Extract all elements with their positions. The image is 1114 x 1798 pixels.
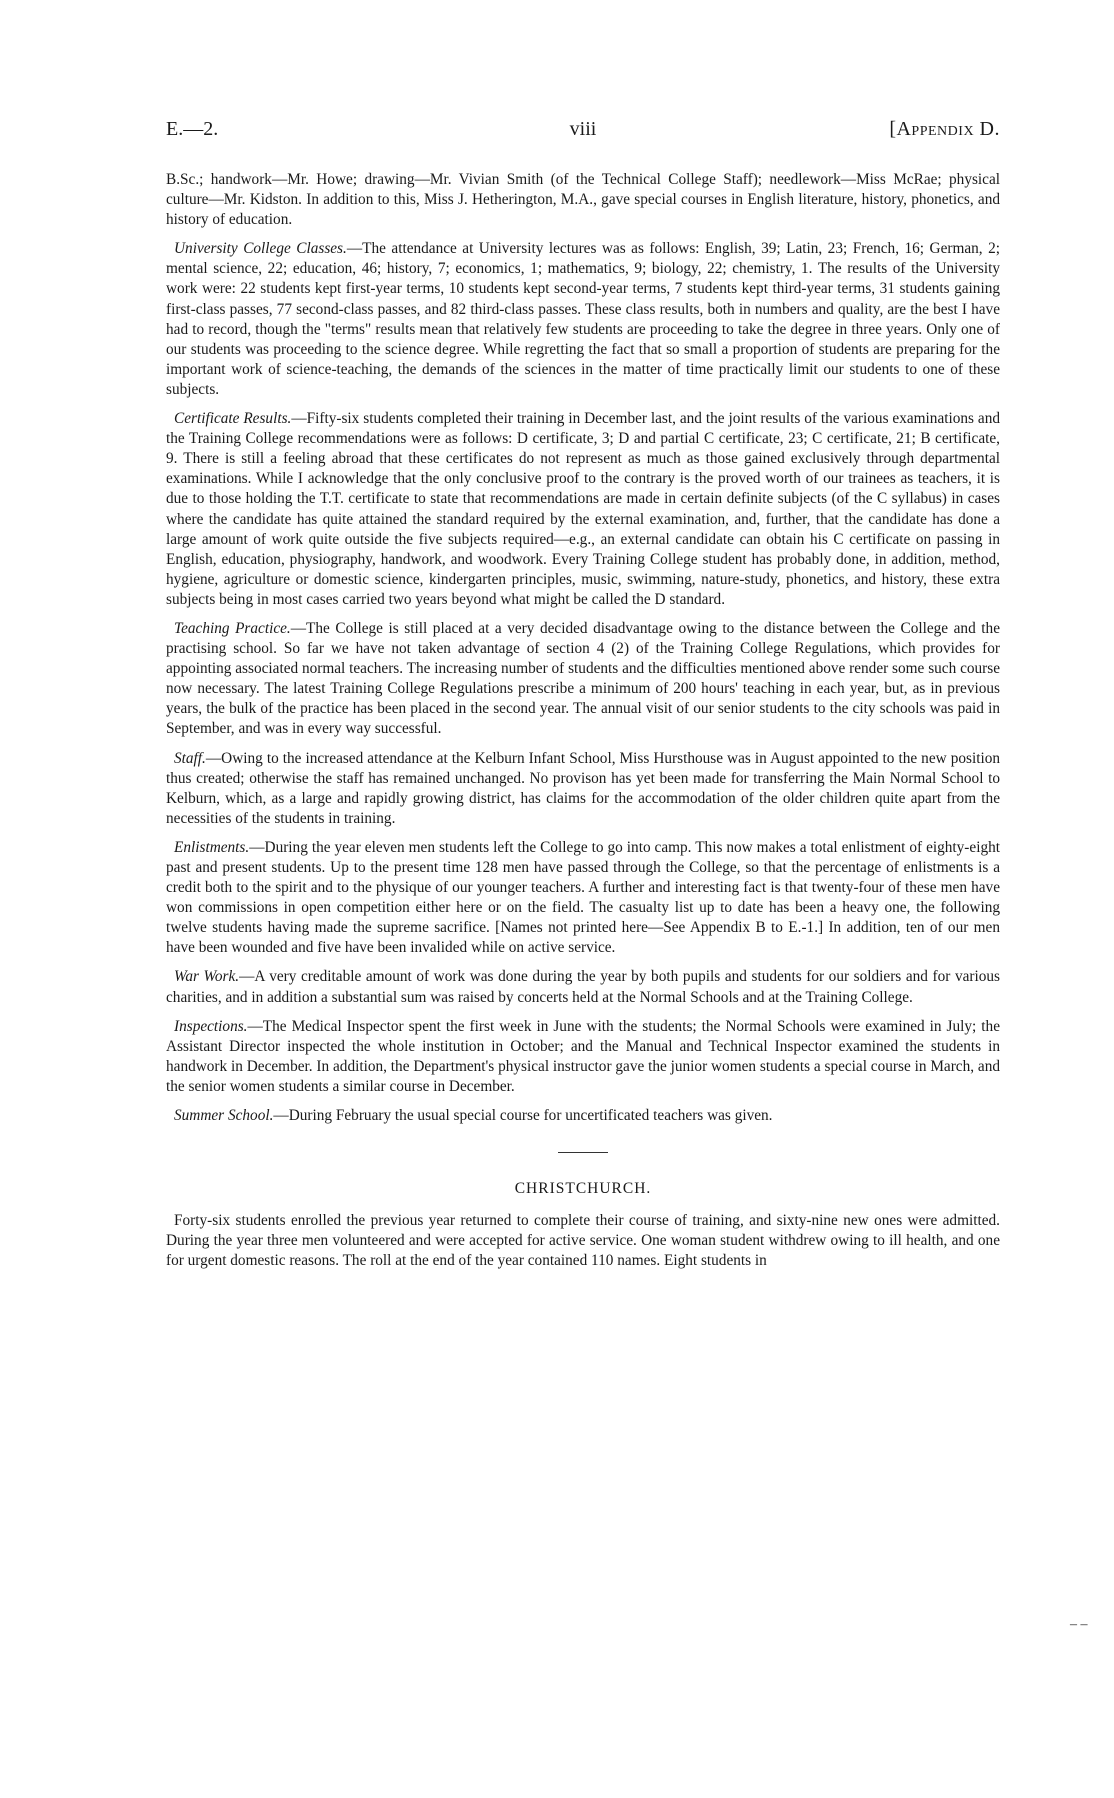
paragraph-text: —A very creditable amount of work was done during the year by both pupils and students for our soldiers and for various charities, and in addition a substantial sum was raised by concerts held at the Normal Schools and at the Training College. (166, 968, 1000, 1006)
paragraph-text: —The College is still placed at a very decided disadvantage owing to the distance between the College and the practising school. So far we have not taken advantage of section 4 (2) of the Training College Regulations, which provides for appointing associated normal teachers. The increasing number of students and the difficulties mentioned above render some such course now necessary. The latest Training College Regulations prescribe a minimum of 200 hours' teaching in each year, but, as in previous years, the bulk of the practice has been placed in the second year. The annual visit of our senior students to the city schools was paid in September, and was in every way successful. (166, 619, 1000, 738)
paragraph-inspections (166, 1017, 1000, 1097)
paragraph-text: —During the year eleven men students left the College to go into camp. This now makes a total enlistment of eighty-eight past and present students. Up to the present time 128 men have passed through the College, so that the percentage of enlistments is a credit both to the spirit and to the physique of our younger teachers. A further and interesting fact is that twenty-four of these men have won commissions in open competition either here or on the field. The casualty list up to date has been a heavy one, the following twelve students having made the supreme sacrifice. [Names not printed here—See Appendix B to E.-1.] In addition, ten of our men have been wounded and five have been invalided while on active service. (166, 838, 1000, 957)
paragraph-heading: Summer School. (174, 1107, 274, 1125)
margin-mark: – – (1070, 1617, 1088, 1632)
paragraph-heading: War Work. (174, 968, 240, 986)
paragraph-text: —The attendance at University lectures was as follows: English, 39; Latin, 23; French, 16; German, 2; mental science, 22; education, 46; history, 7; economics, 1; mathematics, 9; biology, 22; chemistry, 1. The results of the University work were: 22 students kept first-year terms, 10 students kept second-year terms, 7 students kept third-year terms, 31 students gaining first-class passes, 77 second-class passes, and 82 third-class passes. These class results, both in numbers and quality, are the best I have had to record, though the "terms" results mean that relatively few students are proceeding to take the degree in three years. Only one of our students was proceeding to the science degree. While regretting the fact that so small a proportion of students are preparing for the important work of science-teaching, the demands of the sciences in the matter of time practically limit our students to one of these subjects. (166, 240, 1000, 398)
paragraph-heading: Teaching Practice. (174, 619, 291, 637)
paragraph-heading: Inspections. (174, 1017, 248, 1035)
paragraph-staff (166, 749, 1000, 829)
paragraph-heading: University College Classes. (174, 240, 347, 258)
paragraph-heading: Enlistments. (174, 838, 250, 856)
paragraph-text: Forty-six students enrolled the previous year returned to complete their course of training, and sixty-nine new ones were admitted. During the year three men volunteered and were accepted for active service. One woman student withdrew owing to ill health, and one for urgent domestic reasons. The roll at the end of the year contained 110 names. Eight students in (166, 1212, 1000, 1270)
paragraph-text: —During February the usual special course for uncertificated teachers was given. (273, 1107, 773, 1125)
paragraph-summer-school (166, 1106, 1000, 1126)
paragraph-heading: Staff. (174, 749, 206, 767)
section-divider (558, 1152, 608, 1153)
paragraph-text: B.Sc.; handwork—Mr. Howe; drawing—Mr. Vivian Smith (of the Technical College Staff); needlework—Miss McRae; physical culture—Mr. Kidston. In addition to this, Miss J. Hetherington, M.A., gave special courses in English literature, history, phonetics, and history of education. (166, 171, 1000, 229)
paragraph-university-classes (166, 239, 1000, 400)
paragraph-heading: Certificate Results. (174, 410, 292, 428)
paragraph-war-work (166, 967, 1000, 1007)
header-page-number: viii (569, 118, 597, 140)
document-body (166, 170, 1000, 1281)
paragraph-text: —Owing to the increased attendance at the Kelburn Infant School, Miss Hursthouse was in August appointed to the new position thus created; otherwise the staff has remained unchanged. No provison has yet been made for transferring the Main Normal School to Kelburn, which, as a large and rapidly growing district, has claims for the accommodation of the older children quite apart from the necessities of the students in training. (166, 749, 1000, 827)
paragraph-enlistments (166, 838, 1000, 959)
paragraph-christchurch-intro (166, 1211, 1000, 1271)
header-appendix-label: [Appendix D. (889, 118, 1000, 140)
section-title-christchurch: CHRISTCHURCH. (514, 1180, 652, 1198)
page-header (166, 118, 1000, 146)
header-document-code: E.—2. (166, 118, 219, 140)
paragraph-staff-list (166, 170, 1000, 230)
paragraph-text: —Fifty-six students completed their training in December last, and the joint results of the various examinations and the Training College recommendations were as follows: D certificate, 3; D and partial C certificate, 23; C certificate, 21; B certificate, 9. There is still a feeling abroad that these certificates do not represent as much as those gained exclusively through departmental examinations. While I acknowledge that the only conclusive proof to the contrary is the proved worth of our trainees as teachers, it is due to those holding the T.T. certificate to state that recommendations are made in certain definite subjects (of the C syllabus) in cases where the candidate has quite attained the standard required by the external examination, and, further, that the candidate has done a large amount of work quite outside the five subjects required—e.g., an external candidate can obtain his C certificate on passing in English, education, physiography, handwork, and woodwork. Every Training College student has probably done, in addition, method, hygiene, agriculture or domestic science, kindergarten principles, music, swimming, nature-study, phonetics, and history, these extra subjects being in most cases carried two years beyond what might be called the D standard. (166, 410, 1000, 608)
paragraph-text: —The Medical Inspector spent the first week in June with the students; the Normal Schools were examined in July; the Assistant Director inspected the whole institution in October; and the Manual and Technical Inspector examined the students in handwork in December. In addition, the Department's physical instructor gave the junior women students a special course in March, and the senior women students a similar course in December. (166, 1017, 1000, 1095)
paragraph-teaching-practice (166, 619, 1000, 740)
paragraph-certificate-results (166, 409, 1000, 610)
